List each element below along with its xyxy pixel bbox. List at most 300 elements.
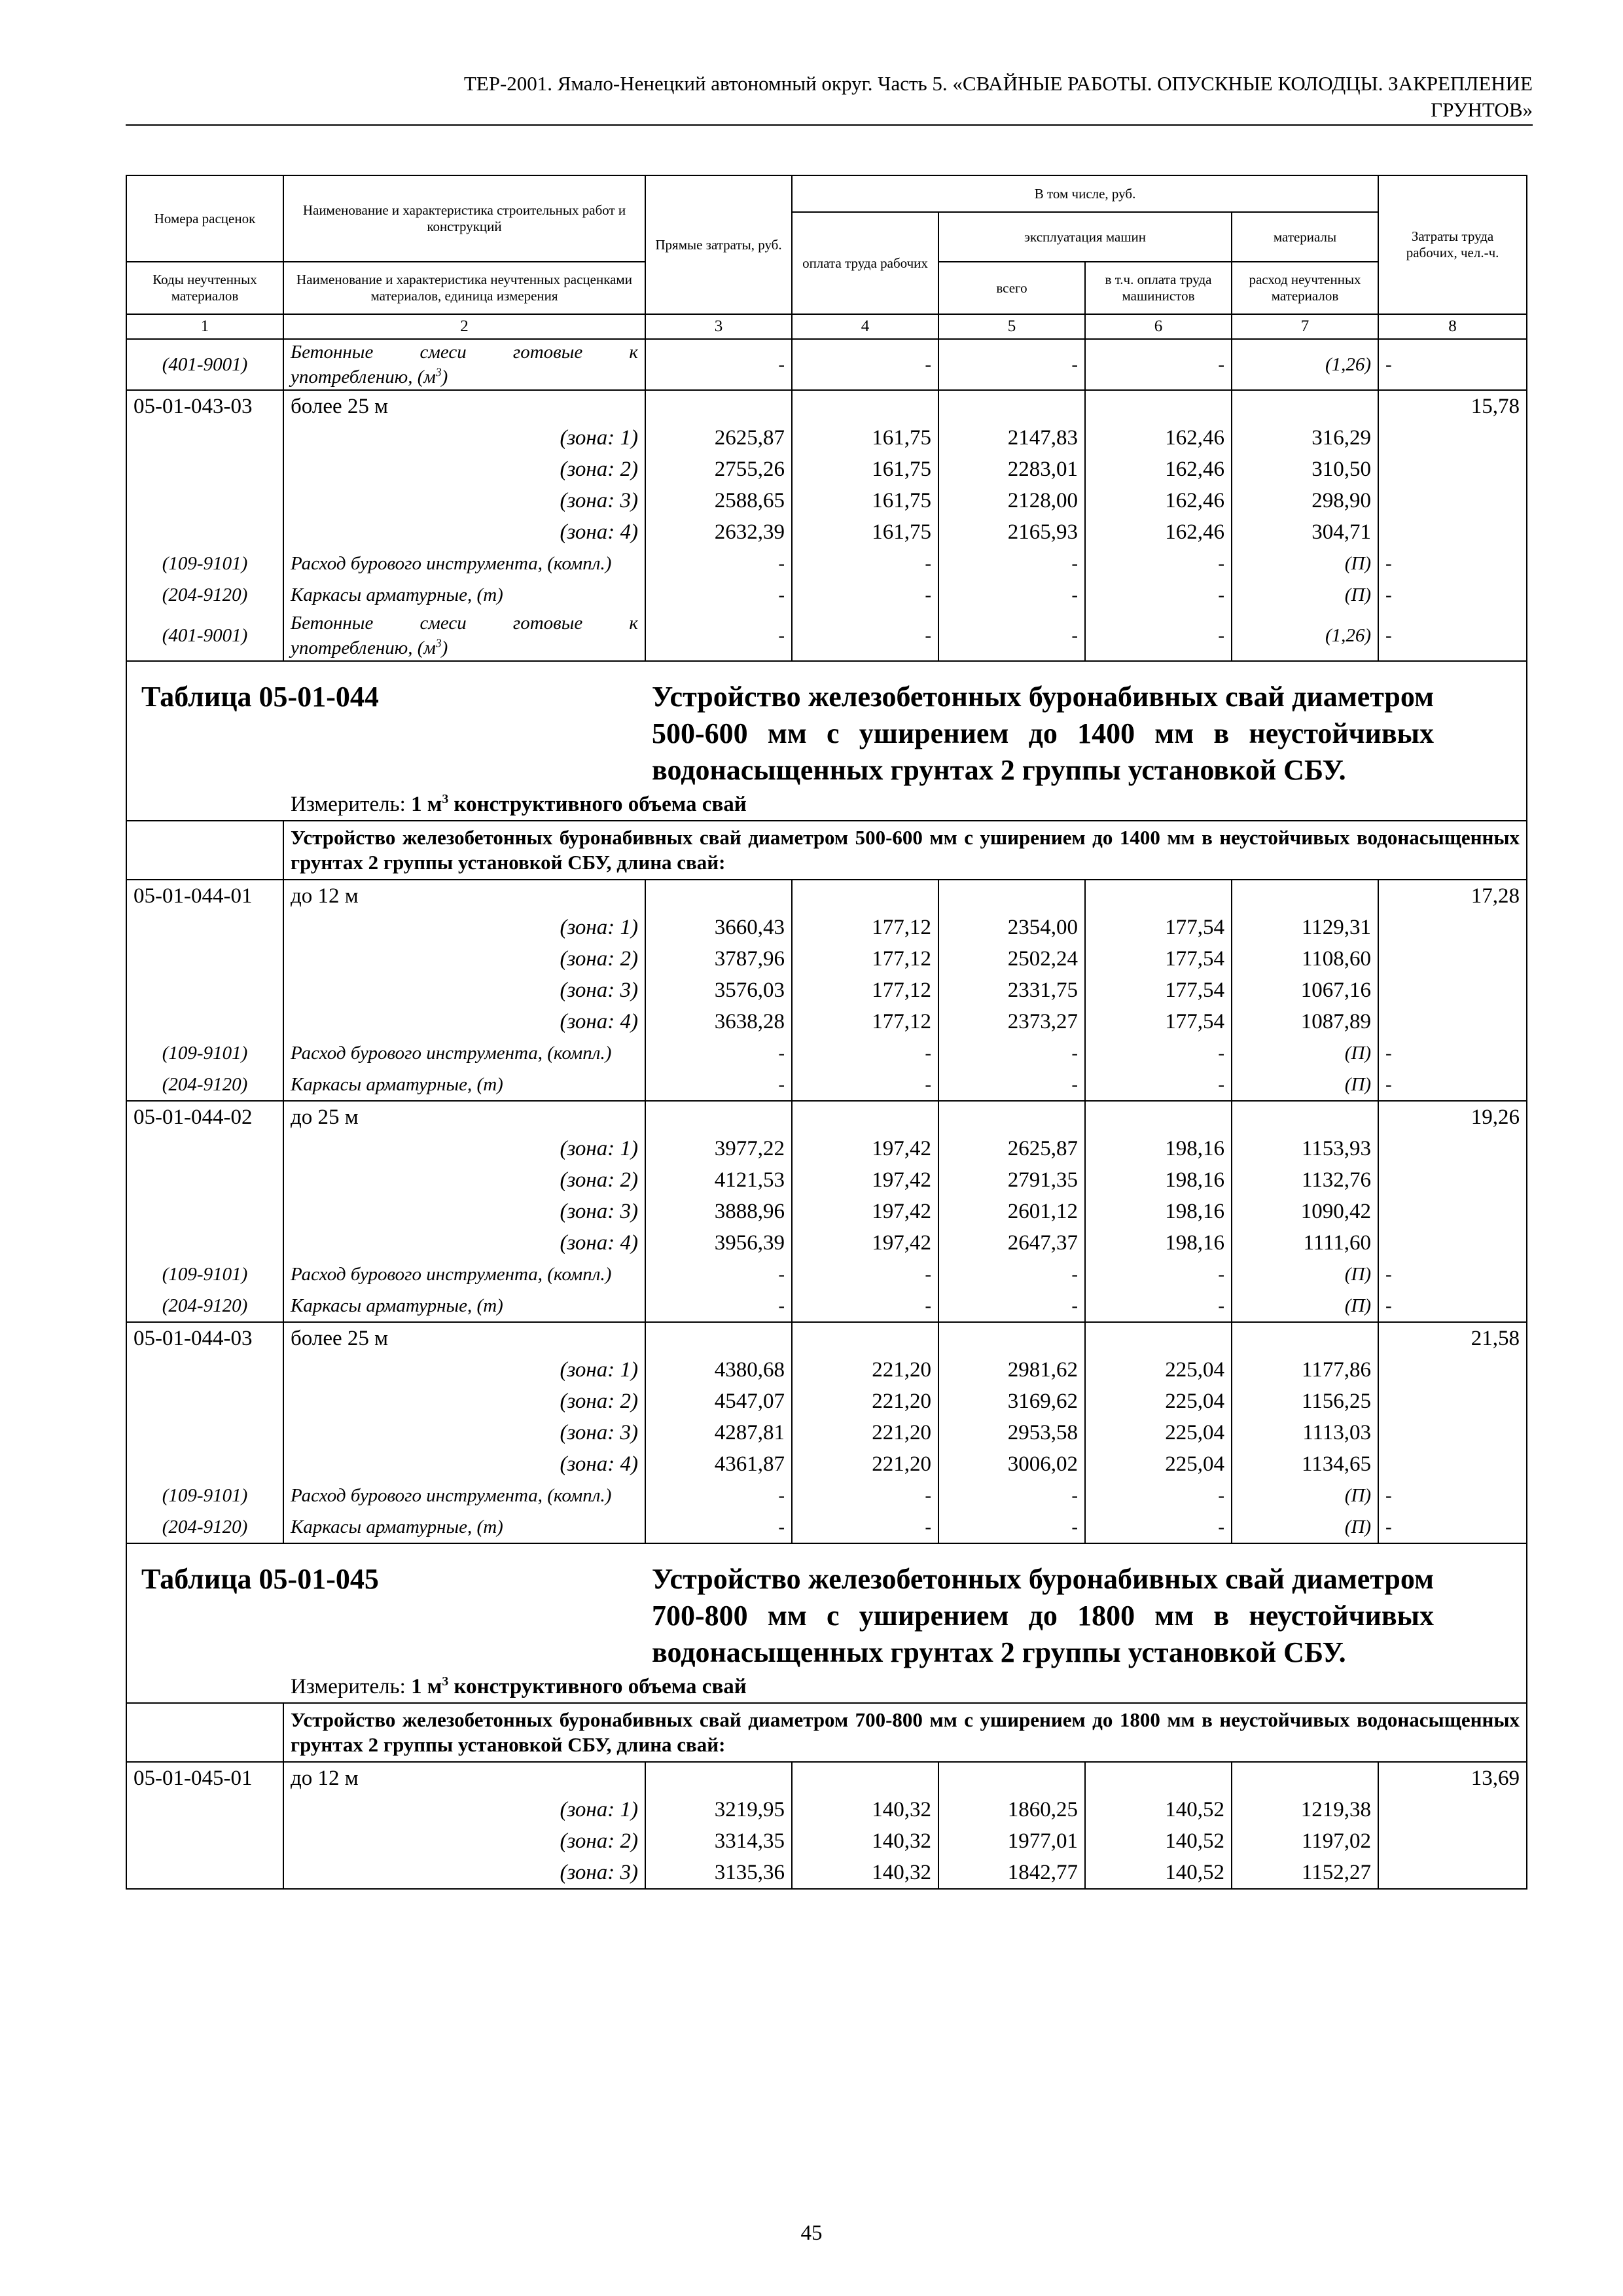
dash-cell: -	[938, 579, 1085, 611]
zone-value: 1090,42	[1232, 1196, 1378, 1227]
table-row	[126, 1259, 1527, 1290]
col-number-8: 8	[1378, 314, 1527, 339]
empty-cell	[1378, 516, 1527, 548]
material-quantity: (П)	[1232, 1290, 1378, 1322]
table-row	[126, 1133, 1527, 1164]
zone-value: 2283,01	[938, 454, 1085, 485]
material-code: (401-9001)	[126, 611, 283, 661]
table-title-cell	[126, 1543, 1527, 1703]
zone-label: (зона: 4)	[283, 1227, 645, 1259]
dash-cell: -	[645, 611, 792, 661]
labor-cost: 21,58	[1378, 1322, 1527, 1354]
unit-suffix: конструктивного объема свай	[448, 793, 747, 816]
empty-cell	[792, 390, 938, 422]
col-header-operator-pay: в т.ч. оплата труда машинистов	[1085, 262, 1232, 314]
zone-value: 1067,16	[1232, 975, 1378, 1006]
zone-value: 2601,12	[938, 1196, 1085, 1227]
unit-close: )	[441, 367, 448, 387]
empty-cell	[792, 880, 938, 912]
empty-cell	[126, 1006, 283, 1037]
unit-prefix: Измеритель:	[291, 793, 412, 816]
zone-value: 2625,87	[645, 422, 792, 454]
table-row	[126, 1480, 1527, 1511]
col-number-3: 3	[645, 314, 792, 339]
dash-cell: -	[938, 611, 1085, 661]
material-quantity: (П)	[1232, 1480, 1378, 1511]
dash-cell: -	[792, 548, 938, 579]
rate-name: до 12 м	[283, 880, 645, 912]
table-row	[126, 422, 1527, 454]
material-code: (109-9101)	[126, 1037, 283, 1069]
material-code: (204-9120)	[126, 1290, 283, 1322]
table-row	[126, 1511, 1527, 1543]
zone-value: 162,46	[1085, 516, 1232, 548]
empty-cell	[645, 1322, 792, 1354]
zone-value: 1132,76	[1232, 1164, 1378, 1196]
zone-value: 225,04	[1085, 1448, 1232, 1480]
zone-label: (зона: 3)	[283, 1196, 645, 1227]
col-header-rate-number: Номера расценок	[126, 175, 283, 262]
empty-cell	[1378, 1417, 1527, 1448]
zone-value: 2647,37	[938, 1227, 1085, 1259]
zone-value: 2331,75	[938, 975, 1085, 1006]
material-name: Каркасы арматурные, (т)	[283, 1511, 645, 1543]
zone-value: 177,12	[792, 943, 938, 975]
zone-value: 161,75	[792, 516, 938, 548]
zone-value: 2354,00	[938, 912, 1085, 943]
empty-cell	[1085, 1101, 1232, 1133]
dash-cell: -	[645, 548, 792, 579]
rate-code: 05-01-044-03	[126, 1322, 283, 1354]
empty-cell	[1232, 1322, 1378, 1354]
dash-cell: -	[1378, 1511, 1527, 1543]
material-name: Расход бурового инструмента, (компл.)	[283, 1480, 645, 1511]
empty-cell	[126, 1794, 283, 1825]
table-heading	[134, 1561, 1520, 1671]
dash-cell: -	[645, 1259, 792, 1290]
table-title: Устройство железобетонных буронабивных свай диаметром 500-600 мм с уширением до 1400 мм в неустойчивых водонасыщенных грунтах 2 группы установкой СБУ.	[652, 681, 1434, 786]
zone-value: 177,54	[1085, 912, 1232, 943]
zone-value: 198,16	[1085, 1164, 1232, 1196]
zone-value: 221,20	[792, 1417, 938, 1448]
material-code: (204-9120)	[126, 1511, 283, 1543]
empty-cell	[126, 485, 283, 516]
dash-cell: -	[645, 339, 792, 390]
zone-value: 3006,02	[938, 1448, 1085, 1480]
empty-cell	[1378, 975, 1527, 1006]
table-unit	[134, 1671, 1520, 1702]
dash-cell: -	[938, 1069, 1085, 1101]
col-header-worker-pay: оплата труда рабочих	[792, 212, 938, 314]
zone-value: 2128,00	[938, 485, 1085, 516]
col-header-material-codes: Коды неучтенных материалов	[126, 262, 283, 314]
empty-cell	[1378, 1164, 1527, 1196]
material-name: Расход бурового инструмента, (компл.)	[283, 548, 645, 579]
zone-value: 140,32	[792, 1825, 938, 1857]
zone-value: 316,29	[1232, 422, 1378, 454]
unit-close: )	[441, 637, 448, 658]
col-number-6: 6	[1085, 314, 1232, 339]
zone-value: 225,04	[1085, 1354, 1232, 1386]
unit-prefix: Измеритель:	[291, 1675, 412, 1698]
dash-cell: -	[1378, 1259, 1527, 1290]
zone-label: (зона: 3)	[283, 1857, 645, 1889]
zone-value: 162,46	[1085, 454, 1232, 485]
dash-cell: -	[1378, 339, 1527, 390]
table-row	[126, 516, 1527, 548]
zone-value: 1134,65	[1232, 1448, 1378, 1480]
table-row	[126, 611, 1527, 661]
zone-value: 177,54	[1085, 975, 1232, 1006]
table-row	[126, 454, 1527, 485]
material-quantity: (П)	[1232, 1037, 1378, 1069]
labor-cost: 13,69	[1378, 1762, 1527, 1794]
table-title-row	[126, 661, 1527, 821]
zone-value: 1113,03	[1232, 1417, 1378, 1448]
empty-cell	[126, 422, 283, 454]
dash-cell: -	[1085, 1259, 1232, 1290]
zone-value: 4380,68	[645, 1354, 792, 1386]
table-heading	[134, 679, 1520, 789]
dash-cell: -	[1378, 1290, 1527, 1322]
col-number-5: 5	[938, 314, 1085, 339]
empty-cell	[938, 1101, 1085, 1133]
unit-superscript: 3	[435, 365, 442, 379]
material-quantity: (П)	[1232, 579, 1378, 611]
material-name: Расход бурового инструмента, (компл.)	[283, 1037, 645, 1069]
col-number-7: 7	[1232, 314, 1378, 339]
unit-value: 1 м	[411, 793, 442, 816]
zone-value: 162,46	[1085, 422, 1232, 454]
dash-cell: -	[792, 1511, 938, 1543]
table-row	[126, 1227, 1527, 1259]
empty-cell	[126, 1857, 283, 1889]
material-quantity: (П)	[1232, 548, 1378, 579]
zone-value: 198,16	[1085, 1133, 1232, 1164]
zone-label: (зона: 4)	[283, 516, 645, 548]
zone-value: 161,75	[792, 422, 938, 454]
zone-value: 140,52	[1085, 1794, 1232, 1825]
zone-value: 225,04	[1085, 1386, 1232, 1417]
dash-cell: -	[938, 1290, 1085, 1322]
zone-value: 1860,25	[938, 1794, 1085, 1825]
col-header-material-consumption: расход неучтенных материалов	[1232, 262, 1378, 314]
dash-cell: -	[1378, 1069, 1527, 1101]
zone-value: 197,42	[792, 1164, 938, 1196]
zone-value: 177,12	[792, 1006, 938, 1037]
unit-superscript: 3	[442, 792, 449, 806]
empty-cell	[126, 1354, 283, 1386]
table-row	[126, 1164, 1527, 1196]
table-row	[126, 912, 1527, 943]
zone-value: 1129,31	[1232, 912, 1378, 943]
table-row	[126, 1006, 1527, 1037]
empty-cell	[645, 1762, 792, 1794]
empty-cell	[645, 1101, 792, 1133]
header-line-2: ГРУНТОВ»	[1431, 98, 1533, 121]
zone-value: 161,75	[792, 485, 938, 516]
col-header-direct-costs: Прямые затраты, руб.	[645, 175, 792, 314]
empty-cell	[126, 912, 283, 943]
col-header-material-names: Наименование и характеристика неучтенных расценками материалов, единица измерения	[283, 262, 645, 314]
empty-cell	[1378, 1857, 1527, 1889]
zone-label: (зона: 1)	[283, 912, 645, 943]
zone-label: (зона: 3)	[283, 485, 645, 516]
table-row	[126, 1417, 1527, 1448]
empty-cell	[938, 1322, 1085, 1354]
zone-value: 162,46	[1085, 485, 1232, 516]
zone-label: (зона: 3)	[283, 975, 645, 1006]
table-number: Таблица 05-01-045	[141, 1563, 379, 1595]
empty-cell	[126, 1196, 283, 1227]
empty-cell	[645, 880, 792, 912]
material-code: (109-9101)	[126, 548, 283, 579]
zone-value: 1152,27	[1232, 1857, 1378, 1889]
zone-value: 140,52	[1085, 1857, 1232, 1889]
table-row	[126, 1762, 1527, 1794]
header-rule	[126, 124, 1533, 126]
empty-cell	[792, 1322, 938, 1354]
table-row	[126, 975, 1527, 1006]
dash-cell: -	[1378, 1480, 1527, 1511]
table-row	[126, 1037, 1527, 1069]
zone-value: 1197,02	[1232, 1825, 1378, 1857]
table-row	[126, 1290, 1527, 1322]
table-unit	[134, 789, 1520, 820]
zone-value: 3169,62	[938, 1386, 1085, 1417]
zone-value: 3787,96	[645, 943, 792, 975]
empty-cell	[126, 516, 283, 548]
empty-cell	[1232, 390, 1378, 422]
table-row	[126, 1857, 1527, 1889]
zone-value: 3314,35	[645, 1825, 792, 1857]
material-name-text: Бетонные смеси готовые к употреблению, (м	[291, 342, 638, 387]
rate-name: до 12 м	[283, 1762, 645, 1794]
table-title: Устройство железобетонных буронабивных свай диаметром 700-800 мм с уширением до 1800 мм в неустойчивых водонасыщенных грунтах 2 группы установкой СБУ.	[652, 1563, 1434, 1668]
empty-cell	[1085, 880, 1232, 912]
unit-value: 1 м	[411, 1675, 442, 1698]
dash-cell: -	[938, 548, 1085, 579]
material-code: (109-9101)	[126, 1480, 283, 1511]
zone-value: 3888,96	[645, 1196, 792, 1227]
empty-cell	[126, 1417, 283, 1448]
dash-cell: -	[645, 1480, 792, 1511]
col-number-1: 1	[126, 314, 283, 339]
rates-table-body	[126, 175, 1527, 1889]
zone-value: 197,42	[792, 1227, 938, 1259]
empty-cell	[126, 1825, 283, 1857]
zone-value: 177,12	[792, 912, 938, 943]
zone-value: 2165,93	[938, 516, 1085, 548]
zone-value: 3219,95	[645, 1794, 792, 1825]
empty-cell	[126, 975, 283, 1006]
running-header	[249, 71, 1533, 123]
dash-cell: -	[792, 611, 938, 661]
empty-cell	[1378, 1386, 1527, 1417]
rate-code: 05-01-044-01	[126, 880, 283, 912]
empty-cell	[1378, 1227, 1527, 1259]
col-header-materials: материалы	[1232, 212, 1378, 262]
zone-value: 140,52	[1085, 1825, 1232, 1857]
zone-value: 3660,43	[645, 912, 792, 943]
zone-label: (зона: 2)	[283, 1164, 645, 1196]
dash-cell: -	[792, 579, 938, 611]
rate-name: более 25 м	[283, 1322, 645, 1354]
dash-cell: -	[1085, 548, 1232, 579]
table-number: Таблица 05-01-044	[141, 681, 379, 713]
table-row	[126, 1448, 1527, 1480]
rate-code: 05-01-045-01	[126, 1762, 283, 1794]
empty-cell	[792, 1101, 938, 1133]
table-subheading: Устройство железобетонных буронабивных свай диаметром 500-600 мм с уширением до 1400 мм в неустойчивых водонасыщенных грунтах 2 группы установкой СБУ, длина свай:	[283, 821, 1527, 880]
material-name: Каркасы арматурные, (т)	[283, 1290, 645, 1322]
empty-cell	[1378, 912, 1527, 943]
unit-suffix: конструктивного объема свай	[448, 1675, 747, 1698]
col-header-machines-total: всего	[938, 262, 1085, 314]
zone-value: 225,04	[1085, 1417, 1232, 1448]
table-row	[126, 880, 1527, 912]
dash-cell: -	[1378, 611, 1527, 661]
zone-value: 198,16	[1085, 1227, 1232, 1259]
zone-value: 304,71	[1232, 516, 1378, 548]
zone-label: (зона: 2)	[283, 943, 645, 975]
dash-cell: -	[645, 1290, 792, 1322]
zone-value: 4547,07	[645, 1386, 792, 1417]
empty-cell	[938, 390, 1085, 422]
zone-value: 1156,25	[1232, 1386, 1378, 1417]
dash-cell: -	[792, 339, 938, 390]
material-name: Расход бурового инструмента, (компл.)	[283, 1259, 645, 1290]
empty-cell	[1232, 1101, 1378, 1133]
zone-value: 1111,60	[1232, 1227, 1378, 1259]
material-name	[283, 611, 645, 661]
zone-label: (зона: 4)	[283, 1006, 645, 1037]
empty-cell	[1378, 943, 1527, 975]
table-row	[126, 1386, 1527, 1417]
labor-cost: 15,78	[1378, 390, 1527, 422]
dash-cell: -	[938, 339, 1085, 390]
zone-value: 1977,01	[938, 1825, 1085, 1857]
empty-cell	[126, 1164, 283, 1196]
dash-cell: -	[792, 1069, 938, 1101]
zone-value: 3576,03	[645, 975, 792, 1006]
col-header-labor: Затраты труда рабочих, чел.-ч.	[1378, 175, 1527, 314]
dash-cell: -	[1085, 1037, 1232, 1069]
zone-value: 3135,36	[645, 1857, 792, 1889]
empty-cell	[1378, 1448, 1527, 1480]
material-name-text: Бетонные смеси готовые к употреблению, (м	[291, 613, 638, 658]
empty-cell	[645, 390, 792, 422]
unit-superscript: 3	[435, 636, 442, 650]
rate-name: до 25 м	[283, 1101, 645, 1133]
material-quantity: (П)	[1232, 1511, 1378, 1543]
dash-cell: -	[1085, 1480, 1232, 1511]
zone-value: 177,12	[792, 975, 938, 1006]
dash-cell: -	[1085, 1511, 1232, 1543]
page-number: 45	[800, 2221, 823, 2245]
table-row	[126, 1101, 1527, 1133]
dash-cell: -	[1085, 579, 1232, 611]
zone-value: 140,32	[792, 1794, 938, 1825]
empty-cell	[1378, 485, 1527, 516]
material-name: Каркасы арматурные, (т)	[283, 579, 645, 611]
zone-value: 3956,39	[645, 1227, 792, 1259]
table-row	[126, 1794, 1527, 1825]
rate-code: 05-01-043-03	[126, 390, 283, 422]
empty-cell	[1085, 390, 1232, 422]
header-line-1: ТЕР-2001. Ямало-Ненецкий автономный округ. Часть 5. «СВАЙНЫЕ РАБОТЫ. ОПУСКНЫЕ КОЛОДЦЫ. ЗАКРЕПЛЕНИЕ	[463, 72, 1533, 95]
zone-value: 2625,87	[938, 1133, 1085, 1164]
rates-table	[126, 175, 1527, 1890]
zone-value: 2373,27	[938, 1006, 1085, 1037]
zone-value: 177,54	[1085, 1006, 1232, 1037]
table-row	[126, 390, 1527, 422]
zone-label: (зона: 1)	[283, 1354, 645, 1386]
zone-value: 2588,65	[645, 485, 792, 516]
dash-cell: -	[792, 1259, 938, 1290]
empty-cell	[126, 1448, 283, 1480]
empty-cell	[938, 1762, 1085, 1794]
table-row	[126, 339, 1527, 390]
material-quantity: (1,26)	[1232, 611, 1378, 661]
table-row	[126, 579, 1527, 611]
empty-cell	[1378, 1133, 1527, 1164]
zone-label: (зона: 2)	[283, 1825, 645, 1857]
zone-value: 197,42	[792, 1133, 938, 1164]
labor-cost: 17,28	[1378, 880, 1527, 912]
rate-code: 05-01-044-02	[126, 1101, 283, 1133]
dash-cell: -	[938, 1480, 1085, 1511]
table-title-row	[126, 1543, 1527, 1703]
zone-value: 140,32	[792, 1857, 938, 1889]
table-row	[126, 943, 1527, 975]
empty-cell	[126, 454, 283, 485]
rate-name: более 25 м	[283, 390, 645, 422]
table-row	[126, 1354, 1527, 1386]
dash-cell: -	[792, 1290, 938, 1322]
zone-value: 161,75	[792, 454, 938, 485]
dash-cell: -	[1085, 611, 1232, 661]
material-code: (204-9120)	[126, 579, 283, 611]
zone-value: 310,50	[1232, 454, 1378, 485]
col-number-2: 2	[283, 314, 645, 339]
dash-cell: -	[1378, 1037, 1527, 1069]
dash-cell: -	[645, 1037, 792, 1069]
zone-value: 1842,77	[938, 1857, 1085, 1889]
dash-cell: -	[1085, 1069, 1232, 1101]
zone-value: 2981,62	[938, 1354, 1085, 1386]
table-subheading-row	[126, 821, 1527, 880]
dash-cell: -	[645, 579, 792, 611]
dash-cell: -	[938, 1511, 1085, 1543]
dash-cell: -	[792, 1480, 938, 1511]
table-row	[126, 548, 1527, 579]
zone-value: 4121,53	[645, 1164, 792, 1196]
zone-value: 2953,58	[938, 1417, 1085, 1448]
table-row	[126, 485, 1527, 516]
zone-value: 3977,22	[645, 1133, 792, 1164]
col-header-work-name: Наименование и характеристика строительных работ и конструкций	[283, 175, 645, 262]
dash-cell: -	[1378, 579, 1527, 611]
empty-cell	[126, 943, 283, 975]
empty-cell	[1378, 1354, 1527, 1386]
empty-cell	[1378, 1825, 1527, 1857]
empty-cell	[1378, 1794, 1527, 1825]
zone-value: 1219,38	[1232, 1794, 1378, 1825]
dash-cell: -	[1085, 1290, 1232, 1322]
zone-value: 177,54	[1085, 943, 1232, 975]
zone-value: 2147,83	[938, 422, 1085, 454]
